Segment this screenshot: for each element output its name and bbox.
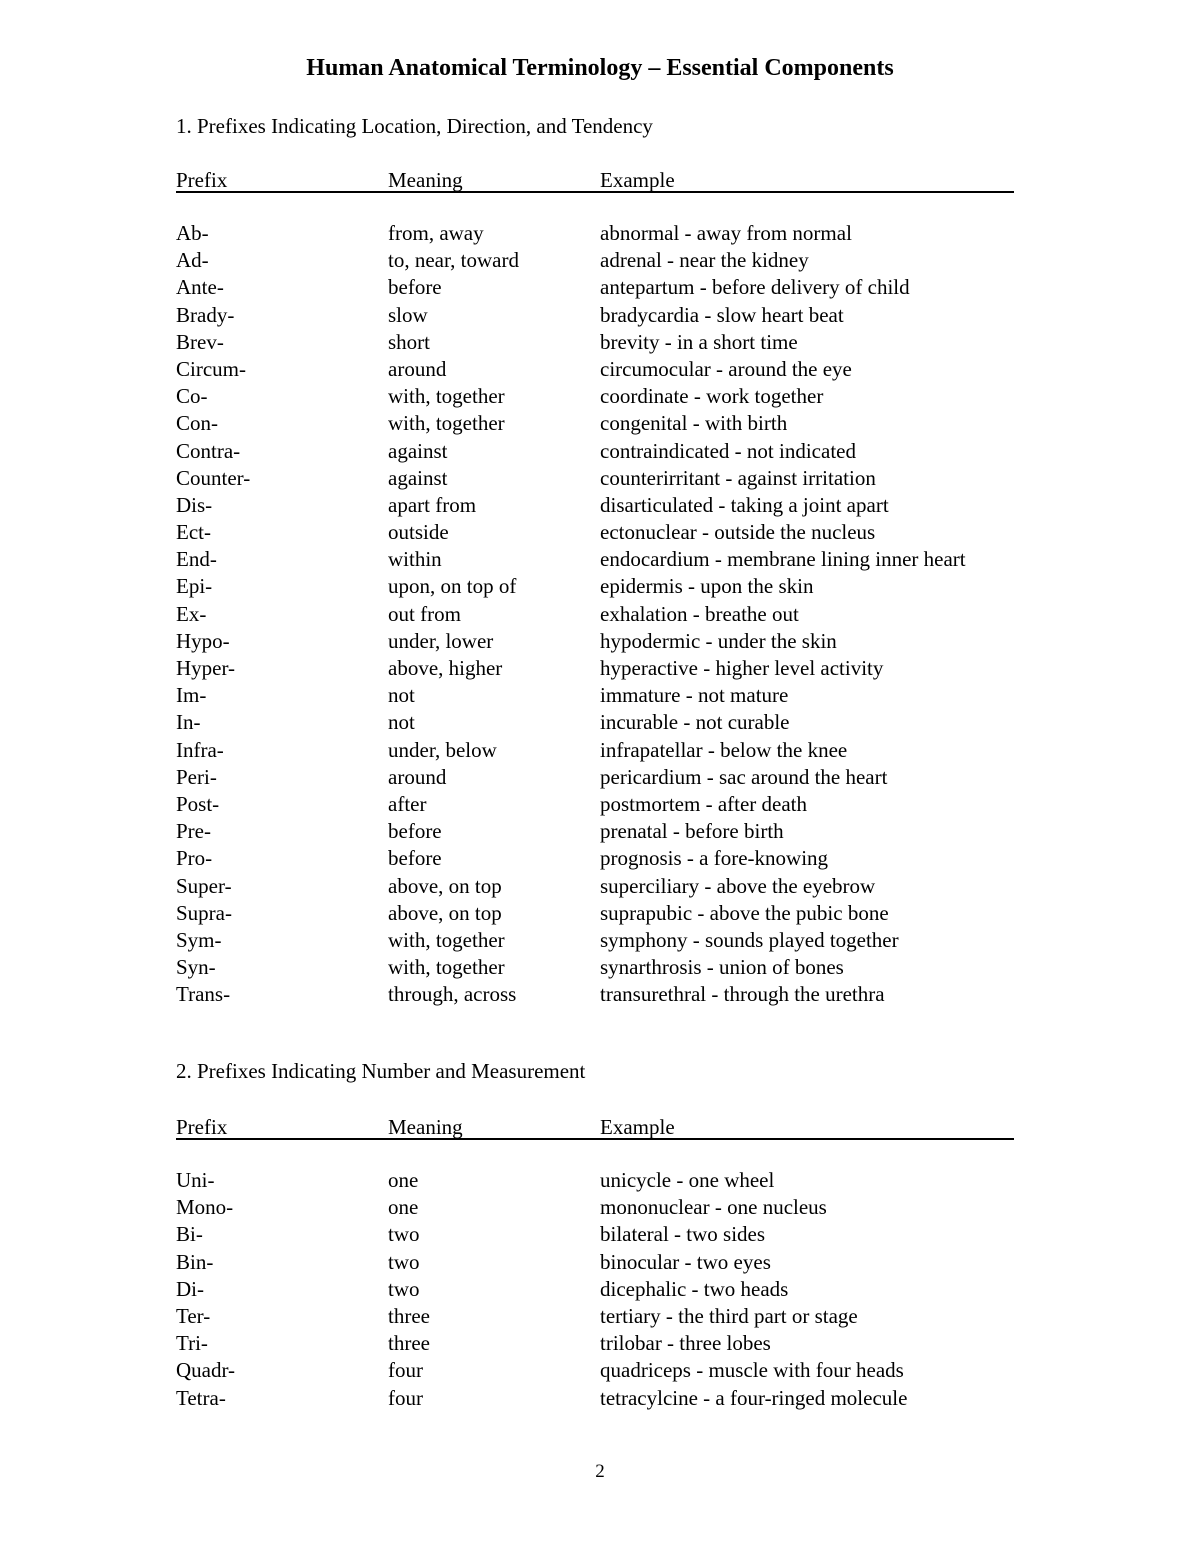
table-row (176, 628, 1036, 655)
table-row (176, 329, 1036, 356)
example-cell: immature - not mature (600, 683, 789, 708)
prefix-cell: Co- (176, 384, 208, 409)
meaning-cell: one (388, 1168, 419, 1192)
meaning-cell: around (388, 356, 447, 381)
meaning-cell: above, on top (388, 873, 502, 898)
column-header-meaning: Meaning (388, 1115, 463, 1139)
example-cell: postmortem - after death (600, 791, 808, 816)
example-cell: circumocular - around the eye (600, 356, 852, 381)
table-row (176, 981, 1036, 1008)
meaning-cell: short (388, 329, 430, 354)
prefix-cell: Circum- (176, 356, 246, 381)
example-cell: antepartum - before delivery of child (600, 275, 910, 300)
meaning-cell: under, below (388, 737, 497, 762)
table-row (176, 818, 1036, 845)
example-cell: transurethral - through the urethra (600, 982, 885, 1007)
example-cell: superciliary - above the eyebrow (600, 873, 876, 898)
table-row (176, 274, 1036, 301)
meaning-cell: under, lower (388, 628, 494, 653)
example-cell: prognosis - a fore-knowing (600, 846, 829, 871)
meaning-cell: two (388, 1222, 420, 1247)
prefix-cell: Hypo- (176, 628, 230, 653)
prefix-cell: Tri- (176, 1331, 208, 1356)
table-row (176, 1303, 1036, 1330)
meaning-cell: three (388, 1303, 430, 1328)
example-cell: binocular - two eyes (600, 1249, 771, 1274)
table-row (176, 954, 1036, 981)
example-cell: bradycardia - slow heart beat (600, 302, 844, 327)
meaning-cell: above, on top (388, 900, 502, 925)
example-cell: coordinate - work together (600, 384, 824, 409)
prefix-cell: Ex- (176, 601, 207, 626)
table-row (176, 519, 1036, 546)
table-row (176, 655, 1036, 682)
prefix-cell: Counter- (176, 465, 251, 490)
meaning-cell: three (388, 1331, 430, 1356)
prefix-cell: Trans- (176, 982, 231, 1007)
example-cell: tertiary - the third part or stage (600, 1303, 858, 1328)
table-row (176, 465, 1036, 492)
header-underline (176, 1138, 1014, 1140)
meaning-cell: slow (388, 302, 428, 327)
prefix-cell: Super- (176, 873, 232, 898)
prefix-cell: Con- (176, 411, 218, 436)
example-cell: endocardium - membrane lining inner heart (600, 547, 966, 572)
table-row (176, 791, 1036, 818)
meaning-cell: against (388, 465, 448, 490)
table-row (176, 1276, 1036, 1303)
meaning-cell: with, together (388, 955, 505, 980)
example-cell: trilobar - three lobes (600, 1331, 771, 1356)
table-row (176, 356, 1036, 383)
prefix-cell: Quadr- (176, 1358, 236, 1383)
example-cell: brevity - in a short time (600, 329, 798, 354)
table-row (176, 709, 1036, 736)
prefix-cell: Mono- (176, 1195, 234, 1220)
example-cell: congenital - with birth (600, 411, 788, 436)
table-row (176, 546, 1036, 573)
prefix-cell: Ect- (176, 520, 211, 545)
column-header-meaning: Meaning (388, 168, 463, 192)
meaning-cell: outside (388, 520, 449, 545)
table-row (176, 873, 1036, 900)
prefix-cell: Di- (176, 1276, 204, 1301)
table-row (176, 1385, 1036, 1412)
prefix-cell: Tetra- (176, 1385, 226, 1410)
prefix-cell: Epi- (176, 574, 213, 599)
prefix-cell: Peri- (176, 764, 217, 789)
example-cell: suprapubic - above the pubic bone (600, 900, 889, 925)
meaning-cell: with, together (388, 411, 505, 436)
table-row (176, 1167, 1036, 1194)
meaning-cell: not (388, 710, 415, 735)
prefix-cell: End- (176, 547, 217, 572)
meaning-cell: from, away (388, 221, 484, 245)
page-number: 2 (595, 1461, 605, 1482)
prefix-cell: Uni- (176, 1168, 215, 1192)
meaning-cell: with, together (388, 384, 505, 409)
prefix-cell: Ante- (176, 275, 224, 300)
meaning-cell: not (388, 683, 415, 708)
example-cell: hypodermic - under the skin (600, 628, 837, 653)
example-cell: prenatal - before birth (600, 819, 784, 844)
example-cell: pericardium - sac around the heart (600, 764, 888, 789)
table-row (176, 383, 1036, 410)
meaning-cell: two (388, 1276, 420, 1301)
section-heading-location-direction: 1. Prefixes Indicating Location, Direction, and Tendency (176, 114, 653, 138)
prefix-cell: Syn- (176, 955, 216, 980)
example-cell: incurable - not curable (600, 710, 790, 735)
prefix-list-location-direction (176, 220, 1036, 1008)
table-row (176, 302, 1036, 329)
table-row (176, 492, 1036, 519)
table-row (176, 438, 1036, 465)
prefix-cell: Supra- (176, 900, 232, 925)
example-cell: disarticulated - taking a joint apart (600, 492, 889, 517)
meaning-cell: within (388, 547, 442, 572)
prefix-cell: Bi- (176, 1222, 203, 1247)
prefix-cell: Infra- (176, 737, 224, 762)
prefix-cell: Sym- (176, 927, 222, 952)
prefix-cell: Dis- (176, 492, 213, 517)
example-cell: bilateral - two sides (600, 1222, 766, 1247)
meaning-cell: after (388, 791, 427, 816)
example-cell: counterirritant - against irritation (600, 465, 876, 490)
prefix-cell: Brev- (176, 329, 224, 354)
example-cell: unicycle - one wheel (600, 1168, 775, 1192)
meaning-cell: against (388, 438, 448, 463)
prefix-cell: Ab- (176, 221, 209, 245)
prefix-cell: Bin- (176, 1249, 214, 1274)
prefix-cell: Pre- (176, 819, 211, 844)
meaning-cell: above, higher (388, 656, 503, 680)
table-row (176, 1194, 1036, 1221)
prefix-cell: Pro- (176, 846, 213, 871)
table-row (176, 601, 1036, 628)
meaning-cell: four (388, 1385, 423, 1410)
table-row (176, 1221, 1036, 1248)
table-row (176, 573, 1036, 600)
meaning-cell: to, near, toward (388, 248, 519, 273)
column-header-prefix: Prefix (176, 168, 228, 192)
example-cell: infrapatellar - below the knee (600, 737, 848, 762)
example-cell: abnormal - away from normal (600, 221, 852, 245)
table-row (176, 1330, 1036, 1357)
meaning-cell: four (388, 1358, 423, 1383)
column-header-example: Example (600, 1115, 675, 1139)
prefix-cell: Ad- (176, 248, 209, 273)
table-row (176, 247, 1036, 274)
table-row (176, 1357, 1036, 1384)
meaning-cell: two (388, 1249, 420, 1274)
example-cell: hyperactive - higher level activity (600, 656, 884, 680)
table-row (176, 764, 1036, 791)
table-row (176, 737, 1036, 764)
table-row (176, 927, 1036, 954)
prefix-cell: In- (176, 710, 201, 735)
example-cell: symphony - sounds played together (600, 927, 899, 952)
table-row (176, 410, 1036, 437)
header-underline (176, 191, 1014, 193)
meaning-cell: one (388, 1195, 419, 1220)
prefix-cell: Ter- (176, 1303, 211, 1328)
prefix-cell: Im- (176, 683, 207, 708)
meaning-cell: apart from (388, 492, 477, 517)
prefix-cell: Brady- (176, 302, 235, 327)
meaning-cell: through, across (388, 982, 517, 1007)
prefix-cell: Hyper- (176, 656, 236, 680)
section-heading-number-measurement: 2. Prefixes Indicating Number and Measurement (176, 1059, 586, 1083)
prefix-cell: Contra- (176, 438, 241, 463)
prefix-cell: Post- (176, 791, 220, 816)
document-title: Human Anatomical Terminology – Essential Components (306, 55, 894, 81)
meaning-cell: out from (388, 601, 461, 626)
meaning-cell: before (388, 275, 442, 300)
column-header-row (176, 167, 1014, 193)
column-header-prefix: Prefix (176, 1115, 228, 1139)
example-cell: quadriceps - muscle with four heads (600, 1358, 904, 1383)
meaning-cell: before (388, 819, 442, 844)
example-cell: synarthrosis - union of bones (600, 955, 844, 980)
example-cell: dicephalic - two heads (600, 1276, 789, 1301)
prefix-list-number-measurement (176, 1167, 1036, 1412)
column-header-row (176, 1114, 1014, 1140)
meaning-cell: upon, on top of (388, 574, 517, 599)
example-cell: adrenal - near the kidney (600, 248, 809, 273)
table-row (176, 1249, 1036, 1276)
example-cell: epidermis - upon the skin (600, 574, 814, 599)
example-cell: contraindicated - not indicated (600, 438, 856, 463)
example-cell: mononuclear - one nucleus (600, 1195, 827, 1220)
meaning-cell: around (388, 764, 447, 789)
table-row (176, 845, 1036, 872)
meaning-cell: before (388, 846, 442, 871)
table-row (176, 220, 1036, 247)
example-cell: ectonuclear - outside the nucleus (600, 520, 876, 545)
example-cell: tetracylcine - a four-ringed molecule (600, 1385, 908, 1410)
table-row (176, 900, 1036, 927)
meaning-cell: with, together (388, 927, 505, 952)
column-header-example: Example (600, 168, 675, 192)
example-cell: exhalation - breathe out (600, 601, 799, 626)
table-row (176, 682, 1036, 709)
